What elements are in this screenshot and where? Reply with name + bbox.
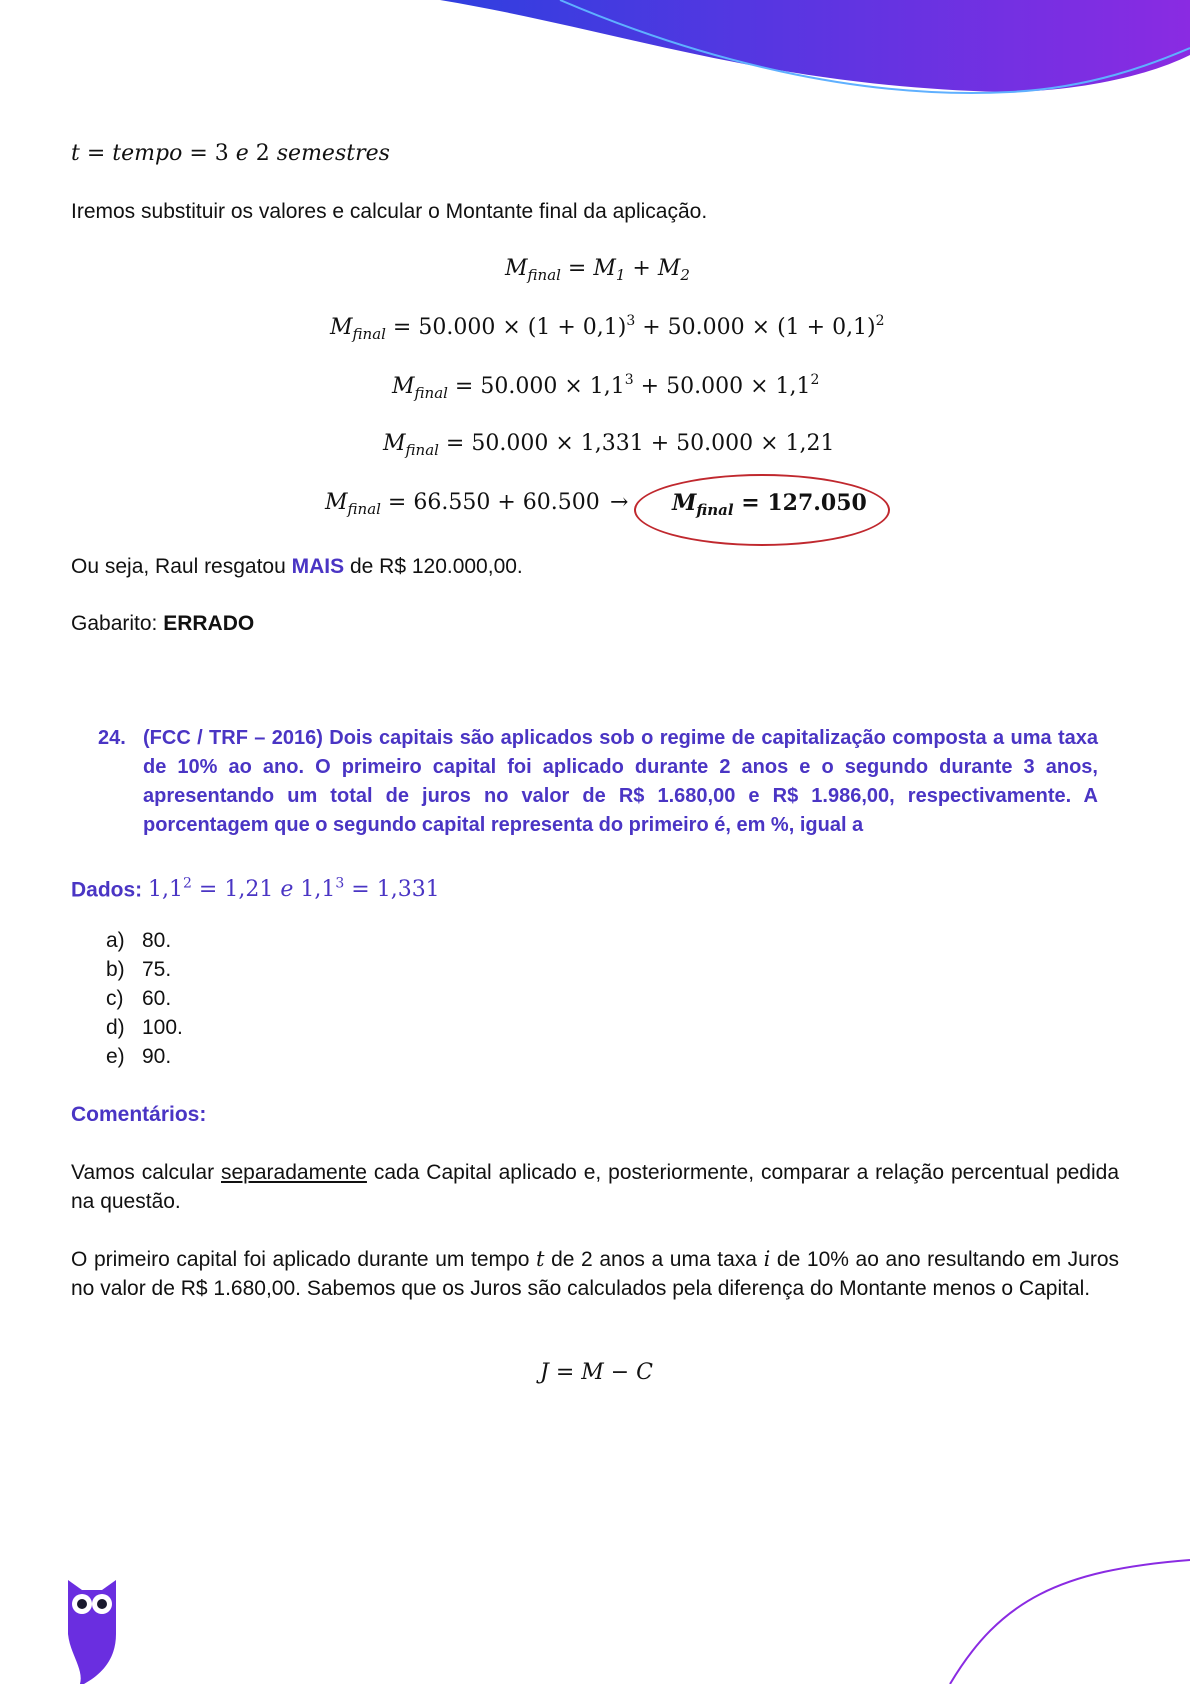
equation-3: $M_{final} = 50.000 \times 1,1^3 + 50.000 \times 1,1^2$: [392, 372, 820, 402]
conclusion-text: Ou seja, Raul resgatou MAIS de R$ 120.000,00.: [71, 555, 523, 578]
final-result: $M_{final} = 127.050$: [672, 490, 867, 519]
owl-icon: [62, 1574, 122, 1684]
option-a[interactable]: a) 80.: [106, 929, 172, 952]
var-t: t: [71, 141, 80, 166]
header-wave: [440, 0, 1190, 92]
interest-formula: J = M − C: [540, 1360, 654, 1385]
equation-1: $M_{final} = M_1 + M_2$: [505, 256, 690, 284]
answer-key: Gabarito: ERRADO: [71, 612, 255, 635]
footer-curve: [950, 1560, 1190, 1684]
option-c[interactable]: c) 60.: [106, 987, 172, 1010]
option-b[interactable]: b) 75.: [106, 958, 172, 981]
time-definition: t = tempo = 3 e 2 semestres: [71, 141, 390, 166]
answer-options: [106, 926, 183, 1071]
question-24: [98, 724, 1098, 840]
header-wave-line: [560, 0, 1190, 93]
option-e[interactable]: e) 90.: [106, 1045, 172, 1068]
option-d[interactable]: d) 100.: [106, 1016, 183, 1039]
dados: Dados: $1,1^2 = 1,21$ e $1,1^3 = 1,331$: [71, 876, 440, 903]
intro-text: Iremos substituir os valores e calcular o Montante final da aplicação.: [71, 200, 708, 223]
paragraph-2: O primeiro capital foi aplicado durante um tempo t de 2 anos a uma taxa i de 10% ao ano resultando em Juros no valor de R$ 1.680,00. Sabemos que os Juros são calculados pela diferença do Montante menos o Capital.: [71, 1247, 1119, 1300]
equation-2: $M_{final} = 50.000 \times (1 + 0,1)^3 + 50.000 \times (1 + 0,1)^2$: [330, 313, 885, 343]
answer-value: ERRADO: [163, 612, 255, 635]
question-text: (FCC / TRF – 2016) Dois capitais são aplicados sob o regime de capitalização composta a uma taxa de 10% ao ano. O primeiro capital foi aplicado durante 2 anos e o segundo durante 3 anos, apresentando um total de juros no valor de R$ 1.680,00 e R$ 1.986,00, respectivamente. A porcentagem que o segundo capital representa do primeiro é, em %, igual a: [143, 727, 1098, 836]
comentarios-heading: Comentários:: [71, 1103, 207, 1126]
arrow-icon: →: [610, 490, 629, 515]
question-number: 24.: [98, 727, 126, 749]
paragraph-1: Vamos calcular separadamente cada Capital aplicado e, posteriormente, comparar a relação percentual pedida na questão.: [71, 1161, 1119, 1213]
highlight-mais: MAIS: [291, 555, 345, 578]
equation-4: $M_{final} = 50.000 \times 1,331 + 50.000 \times 1,21$: [383, 431, 835, 459]
equation-5: $M_{final} = 66.550 + 60.500$: [325, 490, 600, 518]
